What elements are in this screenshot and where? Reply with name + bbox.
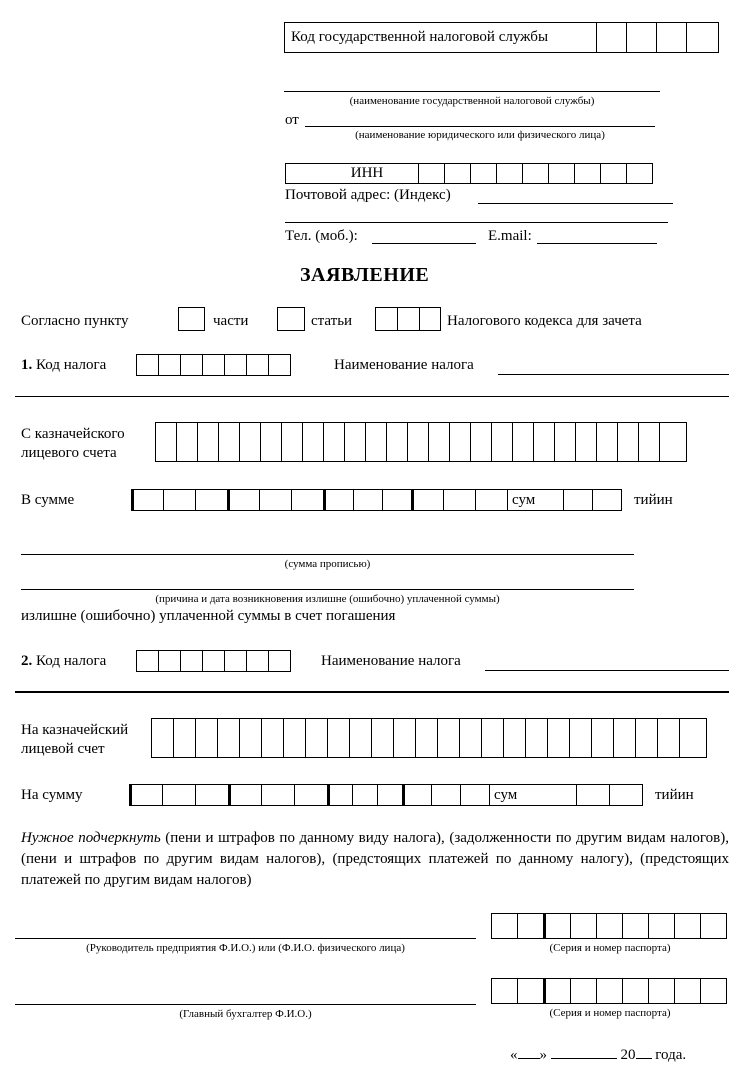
service-name-line[interactable] xyxy=(284,91,660,92)
passport-cell[interactable] xyxy=(543,913,571,939)
passport-cell[interactable] xyxy=(622,978,649,1004)
sum-unit-text: сум xyxy=(494,786,518,803)
sum-cell[interactable] xyxy=(228,784,262,806)
date-year-field[interactable] xyxy=(636,1044,652,1059)
account-cell[interactable] xyxy=(365,422,387,462)
account-cell[interactable] xyxy=(197,422,219,462)
account-cell[interactable] xyxy=(437,718,460,758)
sum-cell[interactable] xyxy=(411,489,444,511)
account-cell[interactable] xyxy=(305,718,328,758)
account-cell[interactable] xyxy=(635,718,658,758)
section1-num: 1. xyxy=(21,357,33,373)
section2-tiyin-label: тийин xyxy=(655,787,694,803)
accountant-signature-line[interactable] xyxy=(15,1004,476,1005)
inn-cell[interactable] xyxy=(444,163,471,184)
postal-label: Почтовой адрес: (Индекс) xyxy=(285,187,451,203)
postal-line[interactable] xyxy=(478,203,673,204)
head-signature-line[interactable] xyxy=(15,938,476,939)
account-cell[interactable] xyxy=(239,718,262,758)
tax-code-cell[interactable] xyxy=(202,354,225,376)
inn-cell[interactable] xyxy=(574,163,601,184)
from-label: от xyxy=(285,112,299,128)
sum-cell[interactable] xyxy=(163,489,196,511)
section-divider xyxy=(15,396,729,397)
service-code-label-text: Код государственной налоговой службы xyxy=(291,29,549,45)
underline-note xyxy=(21,828,729,891)
sum-cell[interactable] xyxy=(475,489,508,511)
inn-cell[interactable] xyxy=(418,163,445,184)
account-cell[interactable] xyxy=(393,718,416,758)
service-code-cell[interactable] xyxy=(656,22,687,53)
section1-tax-name-line[interactable] xyxy=(498,374,729,375)
passport-caption-2: (Серия и номер паспорта) xyxy=(549,1007,671,1019)
sum-cell[interactable] xyxy=(443,489,476,511)
overpaid-text: излишне (ошибочно) уплаченной суммы в счет погашения xyxy=(21,608,396,624)
passport-cell[interactable] xyxy=(543,978,571,1004)
inn-boxes[interactable] xyxy=(285,163,653,184)
account-cell[interactable] xyxy=(491,422,513,462)
sum-cell[interactable] xyxy=(352,784,378,806)
passport-cell[interactable] xyxy=(674,978,701,1004)
account-cell[interactable] xyxy=(659,422,687,462)
tax-code-cell[interactable] xyxy=(202,650,225,672)
account-cell[interactable] xyxy=(151,718,174,758)
section2-tax-name-line[interactable] xyxy=(485,670,729,671)
sum-cell[interactable] xyxy=(261,784,295,806)
article-cell[interactable] xyxy=(397,307,420,331)
account-cell[interactable] xyxy=(386,422,408,462)
inn-cell[interactable] xyxy=(548,163,575,184)
service-code-label xyxy=(284,22,597,53)
service-code-cell[interactable] xyxy=(596,22,627,53)
section2-tax-code-label xyxy=(21,652,106,670)
sum-cell[interactable] xyxy=(129,784,163,806)
sum-cell[interactable] xyxy=(323,489,354,511)
address-line[interactable] xyxy=(285,222,668,223)
account-cell[interactable] xyxy=(371,718,394,758)
account-cell[interactable] xyxy=(481,718,504,758)
account-cell[interactable] xyxy=(173,718,196,758)
account-cell[interactable] xyxy=(261,718,284,758)
account-cell[interactable] xyxy=(344,422,366,462)
date-line xyxy=(510,1044,686,1064)
sum-unit xyxy=(507,489,564,511)
section1-tax-code-text: Код налога xyxy=(36,357,107,373)
passport-caption-1: (Серия и номер паспорта) xyxy=(549,942,671,954)
section1-tax-name-label: Наименование налога xyxy=(334,357,474,373)
inn-cell[interactable] xyxy=(522,163,549,184)
account-cell[interactable] xyxy=(323,422,345,462)
sum-cell[interactable] xyxy=(195,784,229,806)
account-cell[interactable] xyxy=(283,718,306,758)
account-cell[interactable] xyxy=(327,718,350,758)
sum-cell[interactable] xyxy=(377,784,403,806)
section2-account-label-2: лицевой счет xyxy=(21,741,105,757)
sum-cell[interactable] xyxy=(162,784,196,806)
tiyin-cell[interactable] xyxy=(592,489,622,511)
tiyin-cell[interactable] xyxy=(563,489,593,511)
service-code-cell[interactable] xyxy=(686,22,719,53)
account-cell[interactable] xyxy=(428,422,450,462)
service-code-cell[interactable] xyxy=(626,22,657,53)
accountant-caption: (Главный бухгалтер Ф.И.О.) xyxy=(179,1008,312,1020)
sum-cell[interactable] xyxy=(353,489,383,511)
sum-words-caption: (сумма прописью) xyxy=(284,558,371,570)
passport-cell[interactable] xyxy=(570,913,597,939)
passport-cell[interactable] xyxy=(517,913,544,939)
entity-caption: (наименование юридического или физического лица) xyxy=(355,129,605,141)
passport-cell[interactable] xyxy=(648,978,675,1004)
point-box[interactable] xyxy=(178,307,205,331)
passport-boxes-2[interactable] xyxy=(491,978,727,1004)
head-caption: (Руководитель предприятия Ф.И.О.) или (Ф.И.О. физического лица) xyxy=(86,942,405,954)
tax-code-cell[interactable] xyxy=(136,650,159,672)
section1-tax-code-label xyxy=(21,356,106,374)
service-name-caption: (наименование государственной налоговой службы) xyxy=(349,95,595,107)
account-cell[interactable] xyxy=(449,422,471,462)
account-cell[interactable] xyxy=(679,718,707,758)
reason-caption: (причина и дата возникновения излишне (ошибочно) уплаченной суммы) xyxy=(155,593,500,605)
section1-account-label-1: С казначейского xyxy=(21,426,125,442)
section2-num: 2. xyxy=(21,653,33,669)
sum-unit xyxy=(489,784,577,806)
tax-code-cell[interactable] xyxy=(136,354,159,376)
account-cell[interactable] xyxy=(554,422,576,462)
passport-cell[interactable] xyxy=(517,978,544,1004)
account-cell[interactable] xyxy=(217,718,240,758)
section2-tax-code-text: Код налога xyxy=(36,653,107,669)
passport-cell[interactable] xyxy=(700,978,727,1004)
tax-code-cell[interactable] xyxy=(158,354,181,376)
account-cell[interactable] xyxy=(239,422,261,462)
according-label: Согласно пункту xyxy=(21,313,129,329)
sum-cell[interactable] xyxy=(460,784,490,806)
sum-cell[interactable] xyxy=(291,489,324,511)
tax-code-cell[interactable] xyxy=(268,650,291,672)
underline-note-lead: Нужное подчеркнуть xyxy=(21,830,161,846)
account-cell[interactable] xyxy=(575,422,597,462)
article-cell[interactable] xyxy=(419,307,441,331)
passport-cell[interactable] xyxy=(700,913,727,939)
account-cell[interactable] xyxy=(613,718,636,758)
account-cell[interactable] xyxy=(407,422,429,462)
account-cell[interactable] xyxy=(260,422,282,462)
account-cell[interactable] xyxy=(415,718,438,758)
date-day-field[interactable] xyxy=(518,1044,540,1059)
sum-cell[interactable] xyxy=(294,784,328,806)
tiyin-cell[interactable] xyxy=(576,784,610,806)
inn-cell[interactable] xyxy=(626,163,653,184)
section2-sum-label: На сумму xyxy=(21,787,83,803)
account-cell[interactable] xyxy=(470,422,492,462)
sum-cell[interactable] xyxy=(431,784,461,806)
sum-cell[interactable] xyxy=(195,489,228,511)
tax-code-cell[interactable] xyxy=(246,650,269,672)
tax-code-cell[interactable] xyxy=(224,354,247,376)
inn-cell[interactable] xyxy=(600,163,627,184)
article-label: статьи xyxy=(311,313,353,329)
account-cell[interactable] xyxy=(617,422,639,462)
account-cell[interactable] xyxy=(503,718,526,758)
sum-unit-text: сум xyxy=(512,491,536,508)
sum-cell[interactable] xyxy=(131,489,164,511)
article-boxes[interactable] xyxy=(375,307,441,331)
code-label: Налогового кодекса для зачета xyxy=(447,313,642,329)
section1-tax-code-boxes[interactable] xyxy=(136,354,291,376)
section1-account-boxes[interactable] xyxy=(155,422,687,462)
inn-label xyxy=(285,163,419,184)
passport-cell[interactable] xyxy=(570,978,597,1004)
part-box[interactable] xyxy=(277,307,305,331)
date-month-field[interactable] xyxy=(551,1044,617,1059)
email-label: E.mail: xyxy=(488,228,532,244)
section2-account-boxes[interactable] xyxy=(151,718,707,758)
reason-line[interactable] xyxy=(21,589,634,590)
sum-cell[interactable] xyxy=(382,489,412,511)
account-cell[interactable] xyxy=(525,718,548,758)
passport-cell[interactable] xyxy=(491,978,518,1004)
date-close-quote: » xyxy=(539,1047,547,1063)
service-code-boxes[interactable] xyxy=(284,22,719,53)
account-cell[interactable] xyxy=(591,718,614,758)
date-year-suffix: года. xyxy=(655,1047,687,1063)
inn-cell[interactable] xyxy=(470,163,497,184)
passport-cell[interactable] xyxy=(596,913,623,939)
section1-sum-label: В сумме xyxy=(21,492,75,508)
sum-cell[interactable] xyxy=(259,489,292,511)
passport-cell[interactable] xyxy=(648,913,675,939)
underline-note-text: (пени и штрафов по данному виду налога), (задолженности по другим видам налогов), (пени и штрафов по другим видам налогов), (предстоящих платежей по данному налогу), (предстоящих платежей по другим видам налогов) xyxy=(21,830,729,888)
account-cell[interactable] xyxy=(176,422,198,462)
account-cell[interactable] xyxy=(657,718,680,758)
account-cell[interactable] xyxy=(638,422,660,462)
document-title: ЗАЯВЛЕНИЕ xyxy=(300,264,430,286)
passport-cell[interactable] xyxy=(491,913,518,939)
tax-code-cell[interactable] xyxy=(246,354,269,376)
section1-tiyin-label: тийин xyxy=(634,492,673,508)
passport-cell[interactable] xyxy=(674,913,701,939)
email-line[interactable] xyxy=(537,243,657,244)
sum-words-line[interactable] xyxy=(21,554,634,555)
section2-tax-code-boxes[interactable] xyxy=(136,650,291,672)
section1-sum-boxes[interactable] xyxy=(131,489,622,511)
account-cell[interactable] xyxy=(533,422,555,462)
section2-tax-name-label: Наименование налога xyxy=(321,653,461,669)
section2-account-label-1: На казначейский xyxy=(21,722,129,738)
account-cell[interactable] xyxy=(281,422,303,462)
phone-label: Тел. (моб.): xyxy=(285,228,358,244)
phone-line[interactable] xyxy=(372,243,476,244)
part-cell[interactable] xyxy=(277,307,305,331)
inn-label-text: ИНН xyxy=(350,165,384,181)
tiyin-cell[interactable] xyxy=(609,784,643,806)
tax-code-cell[interactable] xyxy=(268,354,291,376)
account-cell[interactable] xyxy=(218,422,240,462)
tax-code-cell[interactable] xyxy=(224,650,247,672)
account-cell[interactable] xyxy=(547,718,570,758)
date-open-quote: « xyxy=(510,1047,518,1063)
section-divider xyxy=(15,691,729,693)
part-label: части xyxy=(213,313,249,329)
point-cell[interactable] xyxy=(178,307,205,331)
account-cell[interactable] xyxy=(569,718,592,758)
account-cell[interactable] xyxy=(302,422,324,462)
date-year-prefix: 20 xyxy=(620,1047,636,1063)
account-cell[interactable] xyxy=(349,718,372,758)
account-cell[interactable] xyxy=(512,422,534,462)
section1-account-label-2: лицевого счета xyxy=(21,445,117,461)
entity-name-line[interactable] xyxy=(305,126,655,127)
tax-code-cell[interactable] xyxy=(180,354,203,376)
passport-cell[interactable] xyxy=(596,978,623,1004)
passport-cell[interactable] xyxy=(622,913,649,939)
account-cell[interactable] xyxy=(596,422,618,462)
account-cell[interactable] xyxy=(155,422,177,462)
section2-sum-boxes[interactable] xyxy=(129,784,643,806)
article-cell[interactable] xyxy=(375,307,398,331)
tax-code-cell[interactable] xyxy=(158,650,181,672)
passport-boxes-1[interactable] xyxy=(491,913,727,939)
sum-cell[interactable] xyxy=(327,784,353,806)
account-cell[interactable] xyxy=(459,718,482,758)
sum-cell[interactable] xyxy=(227,489,260,511)
account-cell[interactable] xyxy=(195,718,218,758)
tax-code-cell[interactable] xyxy=(180,650,203,672)
sum-cell[interactable] xyxy=(402,784,432,806)
inn-cell[interactable] xyxy=(496,163,523,184)
